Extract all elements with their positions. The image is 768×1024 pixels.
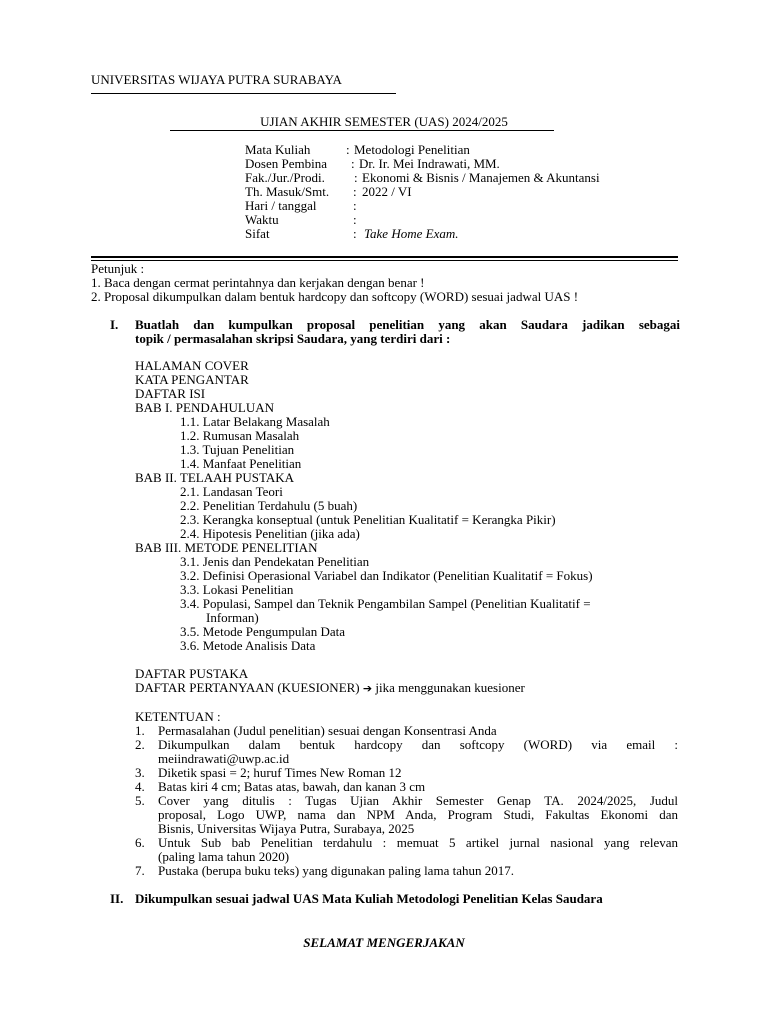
section-one [110, 318, 680, 346]
section-two-text: Dikumpulkan sesuai jadwal UAS Mata Kuliah Metodologi Penelitian Kelas Saudara [135, 891, 603, 906]
info-value: 2022 / VI [362, 184, 412, 199]
instructions-heading: Petunjuk : [91, 261, 145, 276]
list-item [135, 864, 678, 878]
info-separator: : [353, 198, 357, 213]
info-label: Dosen Pembina [245, 156, 327, 171]
outline-cover: HALAMAN COVER [135, 358, 249, 373]
outline-spacer [135, 653, 680, 667]
section-two [110, 892, 680, 906]
list-item-text: meiindrawati@uwp.ac.id [158, 751, 290, 766]
outline-questionnaire [135, 681, 680, 695]
outline-subitem: 1.4. Manfaat Penelitian [180, 456, 302, 471]
info-label: Hari / tanggal [245, 198, 317, 213]
outline-preface: KATA PENGANTAR [135, 372, 249, 387]
outline-subitem: 3.5. Metode Pengumpulan Data [180, 624, 345, 639]
university-name: UNIVERSITAS WIJAYA PUTRA SURABAYA [91, 72, 342, 87]
section-number: I. [110, 317, 119, 332]
section-one-line: Buatlah dan kumpulkan proposal penelitian yang akan Saudara jadikan sebagai [135, 317, 680, 332]
outline-subitem: 2.2. Penelitian Terdahulu (5 buah) [180, 498, 358, 513]
list-item [135, 794, 678, 836]
proposal-outline [135, 359, 680, 695]
list-item-number: 7. [135, 863, 145, 878]
list-item [135, 724, 678, 738]
instructions [91, 262, 691, 304]
outline-subitem: 3.2. Definisi Operasional Variabel dan Indikator (Penelitian Kualitatif = Fokus) [180, 568, 593, 583]
list-item-text: Diketik spasi = 2; huruf Times New Roman 12 [158, 765, 402, 780]
list-item-text: Pustaka (berupa buku teks) yang digunakan paling lama tahun 2017. [158, 863, 514, 878]
exam-title: UJIAN AKHIR SEMESTER (UAS) 2024/2025 [260, 114, 508, 129]
list-item-text: proposal, Logo UWP, nama dan NPM Anda, Program Studi, Fakultas Ekonomi dan [158, 807, 678, 822]
info-value: Metodologi Penelitian [354, 142, 470, 157]
outline-subitem-continuation: Informan) [206, 610, 259, 625]
info-separator: : [351, 156, 355, 171]
closing-message: SELAMAT MENGERJAKAN [303, 935, 465, 950]
instruction-item: 2. Proposal dikumpulkan dalam bentuk hardcopy dan softcopy (WORD) sesuai jadwal UAS ! [91, 289, 579, 304]
list-item-text: Dikumpulkan dalam bentuk hardcopy dan softcopy (WORD) via email : [158, 737, 678, 752]
outline-subitem: 2.3. Kerangka konseptual (untuk Penelitian Kualitatif = Kerangka Pikir) [180, 512, 556, 527]
divider-thick [91, 256, 678, 258]
list-item-text: Batas kiri 4 cm; Batas atas, bawah, dan kanan 3 cm [158, 779, 426, 794]
outline-subitem: 2.1. Landasan Teori [180, 484, 283, 499]
info-separator: : [354, 170, 358, 185]
divider-thin [91, 260, 678, 261]
info-label: Mata Kuliah [245, 142, 311, 157]
university-underline [91, 93, 396, 94]
info-separator: : [353, 212, 357, 227]
list-item-number: 6. [135, 835, 145, 850]
outline-toc: DAFTAR ISI [135, 386, 206, 401]
list-item-number: 2. [135, 737, 145, 752]
section-one-line: topik / permasalahan skripsi Saudara, yang terdiri dari : [135, 331, 451, 346]
outline-subitem: 3.6. Metode Analisis Data [180, 638, 316, 653]
info-value: Take Home Exam. [364, 226, 459, 241]
list-item-number: 1. [135, 723, 145, 738]
outline-chapter: BAB I. PENDAHULUAN [135, 400, 275, 415]
info-label: Th. Masuk/Smt. [245, 184, 330, 199]
info-label: Waktu [245, 212, 279, 227]
info-value: Ekonomi & Bisnis / Manajemen & Akuntansi [362, 170, 600, 185]
list-item-text: Untuk Sub bab Penelitian terdahulu : memuat 5 artikel jurnal nasional yang relevan [158, 835, 678, 850]
outline-subitem: 1.3. Tujuan Penelitian [180, 442, 295, 457]
list-item [135, 738, 678, 766]
outline-subitem: 1.1. Latar Belakang Masalah [180, 414, 330, 429]
info-separator: : [346, 142, 350, 157]
list-item [135, 836, 678, 864]
info-separator: : [353, 184, 357, 199]
list-item-number: 4. [135, 779, 145, 794]
list-item [135, 780, 678, 794]
list-item-text: Bisnis, Universitas Wijaya Putra, Surabaya, 2025 [158, 821, 415, 836]
outline-subitem: 3.3. Lokasi Penelitian [180, 582, 294, 597]
info-value: Dr. Ir. Mei Indrawati, MM. [359, 156, 500, 171]
section-number: II. [110, 891, 124, 906]
info-separator: : [353, 226, 357, 241]
arrow-right-icon: ➔ [362, 682, 373, 695]
list-item-text: Permasalahan (Judul penelitian) sesuai dengan Konsentrasi Anda [158, 723, 497, 738]
list-item-number: 3. [135, 765, 145, 780]
outline-subitem: 3.1. Jenis dan Pendekatan Penelitian [180, 554, 370, 569]
outline-chapter: BAB III. METODE PENELITIAN [135, 540, 318, 555]
list-item-number: 5. [135, 793, 145, 808]
rules-heading: KETENTUAN : [135, 709, 221, 724]
list-item-text: (paling lama tahun 2020) [158, 849, 290, 864]
list-item [135, 766, 678, 780]
outline-chapter: BAB II. TELAAH PUSTAKA [135, 470, 295, 485]
questionnaire-label: DAFTAR PERTANYAAN (KUESIONER) [135, 680, 360, 695]
outline-subitem: 3.4. Populasi, Sampel dan Teknik Pengambilan Sampel (Penelitian Kualitatif = [180, 596, 591, 611]
list-item-text: Cover yang ditulis : Tugas Ujian Akhir Semester Genap TA. 2024/2025, Judul [158, 793, 678, 808]
info-label: Sifat [245, 226, 270, 241]
instruction-item: 1. Baca dengan cermat perintahnya dan kerjakan dengan benar ! [91, 275, 425, 290]
outline-bibliography: DAFTAR PUSTAKA [135, 666, 249, 681]
questionnaire-note: jika menggunakan kuesioner [375, 680, 525, 695]
info-label: Fak./Jur./Prodi. [245, 170, 325, 185]
exam-title-underline [170, 130, 554, 131]
outline-subitem: 1.2. Rumusan Masalah [180, 428, 300, 443]
outline-subitem: 2.4. Hipotesis Penelitian (jika ada) [180, 526, 360, 541]
rules-list [135, 710, 678, 878]
